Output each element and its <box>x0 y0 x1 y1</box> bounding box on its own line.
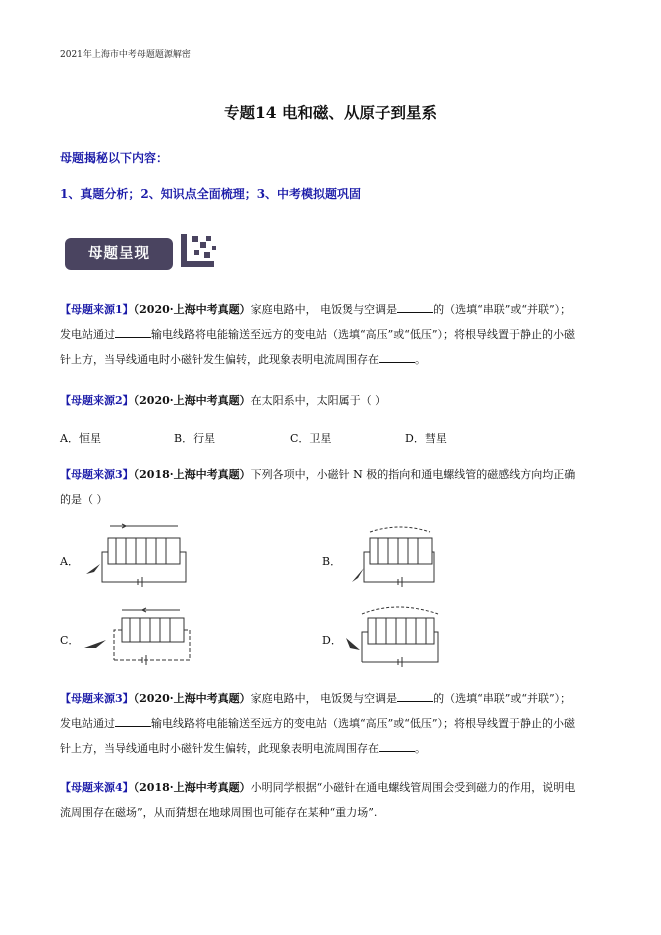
option-b[interactable]: B．行星 <box>174 432 216 445</box>
question-4 <box>60 686 608 761</box>
question-text: 家庭电路中， 电饭煲与空调是 <box>250 303 398 316</box>
question-source: 【母题来源3】 <box>60 692 134 705</box>
answer-blank[interactable] <box>379 352 415 363</box>
question-text: 流周围存在磁场”，从而猜想在地球周围也可能存在某种“重力场”. <box>60 806 378 819</box>
solenoid-figure-b <box>342 524 442 594</box>
intro-contents: 1、真题分析；2、知识点全面梳理；3、中考模拟题巩固 <box>60 187 362 201</box>
question-5 <box>60 775 608 825</box>
question-text: 。 <box>415 353 426 366</box>
solenoid-figure-a <box>82 522 222 590</box>
question-text: 发电站通过 <box>60 328 115 341</box>
option-c[interactable]: C．卫星 <box>290 432 332 445</box>
question-tag: （2018·上海中考真题） <box>133 468 251 481</box>
question-text: 小明同学根据“小磁针在通电螺线管周围会受到磁力的作用，说明电 <box>250 781 576 794</box>
section-banner <box>60 228 226 274</box>
solenoid-figure-c <box>82 606 222 670</box>
option-d[interactable]: D．彗星 <box>405 432 447 445</box>
question-source: 【母题来源4】 <box>60 781 134 794</box>
question-text: 的是（ ） <box>60 493 108 506</box>
question-1 <box>60 297 608 372</box>
banner-label: 母题呈现 <box>65 238 173 270</box>
option-a[interactable]: A．恒星 <box>60 432 101 445</box>
question-tag: （2020·上海中考真题） <box>133 394 251 407</box>
question-2 <box>60 388 608 413</box>
question-text: 针上方，当导线通电时小磁针发生偏转，此现象表明电流周围存在 <box>60 742 379 755</box>
question-text: 。 <box>415 742 426 755</box>
figure-label-b[interactable]: B． <box>322 555 342 568</box>
question-text: 针上方，当导线通电时小磁针发生偏转，此现象表明电流周围存在 <box>60 353 379 366</box>
question-text: 家庭电路中， 电饭煲与空调是 <box>250 692 398 705</box>
question-text: 输电线路将电能输送至远方的变电站（选填“高压”或“低压”）；将根导线置于静止的小磁 <box>151 328 575 341</box>
question-text: 下列各项中，小磁针 N 极的指向和通电螺线管的磁感线方向均正确 <box>250 468 576 481</box>
solenoid-figure-d <box>342 604 452 674</box>
question-3 <box>60 462 608 512</box>
question-text: 在太阳系中，太阳属于（ ） <box>250 394 387 407</box>
answer-blank[interactable] <box>115 327 151 338</box>
answer-blank[interactable] <box>397 691 433 702</box>
figure-label-c[interactable]: C． <box>60 634 80 647</box>
answer-blank[interactable] <box>115 716 151 727</box>
figure-label-d[interactable]: D． <box>322 634 342 647</box>
question-text: 的（选填“串联”或“并联”）； <box>433 692 572 705</box>
answer-blank[interactable] <box>379 741 415 752</box>
question-text: 输电线路将电能输送至远方的变电站（选填“高压”或“低压”）；将根导线置于静止的小磁 <box>151 717 575 730</box>
figure-label-a[interactable]: A． <box>60 555 79 568</box>
question-tag: （2020·上海中考真题） <box>133 692 251 705</box>
question-source: 【母题来源1】 <box>60 303 134 316</box>
intro-heading: 母题揭秘以下内容： <box>60 151 169 165</box>
answer-blank[interactable] <box>397 302 433 313</box>
banner-decoration-icon <box>170 230 222 274</box>
question-tag: （2018·上海中考真题） <box>133 781 251 794</box>
question-source: 【母题来源3】 <box>60 468 134 481</box>
question-source: 【母题来源2】 <box>60 394 134 407</box>
page-header: 2021年上海市中考母题题源解密 <box>60 50 191 60</box>
question-text: 的（选填“串联”或“并联”）； <box>433 303 572 316</box>
question-tag: （2020·上海中考真题） <box>133 303 251 316</box>
question-text: 发电站通过 <box>60 717 115 730</box>
page-title: 专题14 电和磁、从原子到星系 <box>224 103 437 122</box>
